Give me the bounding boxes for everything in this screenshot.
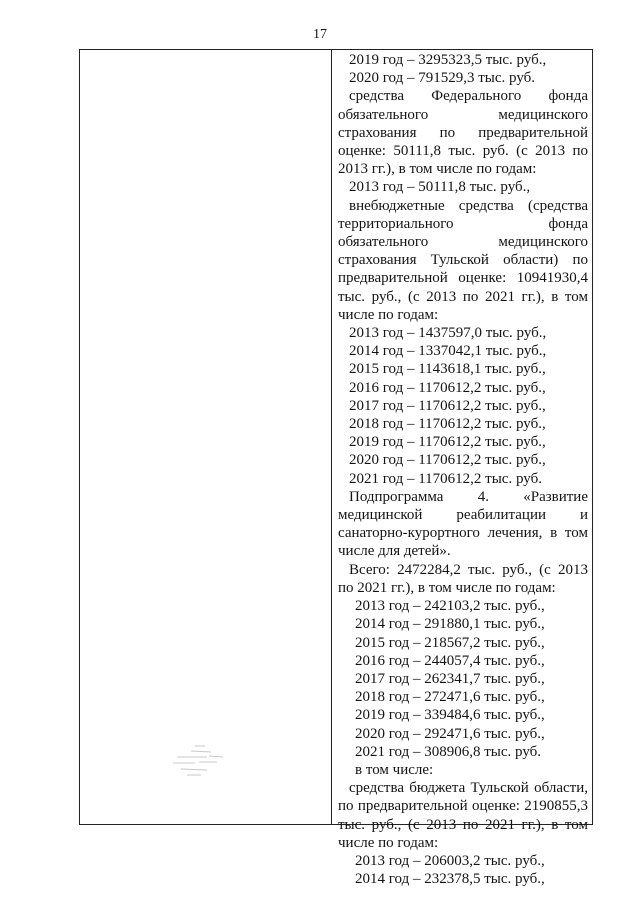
year-line: 2017 год – 262341,7 тыс. руб., [355,670,545,687]
year-line: 2016 год – 1170612,2 тыс. руб., [349,379,546,396]
total-paragraph: Всего: 2472284,2 тыс. руб., (с 2013 по 2021 гг.), в том числе по годам: [338,561,588,596]
year-line: 2015 год – 218567,2 тыс. руб., [355,634,545,651]
year-line: 2013 год – 50111,8 тыс. руб., [349,179,531,196]
table-cell-right [338,51,588,888]
year-line: 2014 год – 291880,1 тыс. руб., [355,616,545,633]
faded-stamp-marks [165,740,235,780]
year-line: 2020 год – 292471,6 тыс. руб., [355,725,545,742]
year-line: 2019 год – 1170612,2 тыс. руб., [349,434,546,451]
including-label: в том числе: [355,761,434,778]
regional-budget-paragraph: средства бюджета Тульской области, по предварительной оценке: 2190855,3 тыс. руб., (с 2013 по 2021 гг.), в том числе по годам: [338,780,588,851]
year-line: 2020 год – 1170612,2 тыс. руб., [349,452,546,469]
page-number: 17 [313,27,327,42]
year-line: 2015 год – 1143618,1 тыс. руб., [349,361,546,378]
year-line: 2013 год – 1437597,0 тыс. руб., [349,325,547,342]
year-line: 2018 год – 272471,6 тыс. руб., [355,689,545,706]
year-line: 2017 год – 1170612,2 тыс. руб., [349,397,546,414]
extrabudgetary-paragraph: внебюджетные средства (средства территориального фонда обязательного медицинского страхования Тульской области) по предварительной оценке: 10941930,4 тыс. руб., (с 2013 по 2021 гг.), в том числе по годам: [338,197,588,323]
year-line: 2021 год – 1170612,2 тыс. руб. [349,470,542,487]
year-line: 2013 год – 242103,2 тыс. руб., [355,598,545,615]
year-line: 2019 год – 3295323,5 тыс. руб., [349,52,547,68]
year-line: 2021 год – 308906,8 тыс. руб. [355,743,542,760]
subprogram-title: Подпрограмма 4. «Развитие медицинской реабилитации и санаторно-курортного лечения, в том числе для детей». [338,488,588,560]
year-line: 2020 год – 791529,3 тыс. руб. [349,70,536,87]
year-line: 2018 год – 1170612,2 тыс. руб., [349,416,546,433]
year-line: 2013 год – 206003,2 тыс. руб., [355,852,545,869]
document-table [79,49,593,888]
year-line: 2016 год – 244057,4 тыс. руб., [355,652,545,669]
year-line: 2014 год – 1337042,1 тыс. руб., [349,343,547,360]
federal-fund-paragraph: средства Федерального фонда обязательного медицинского страхования по предварительной оценке: 50111,8 тыс. руб. (с 2013 по 2013 гг.), в том числе по годам: [338,88,588,178]
table-cell-left [80,50,331,824]
year-line: 2019 год – 339484,6 тыс. руб., [355,707,545,724]
column-divider [331,50,332,824]
year-line: 2014 год – 232378,5 тыс. руб., [355,871,545,888]
